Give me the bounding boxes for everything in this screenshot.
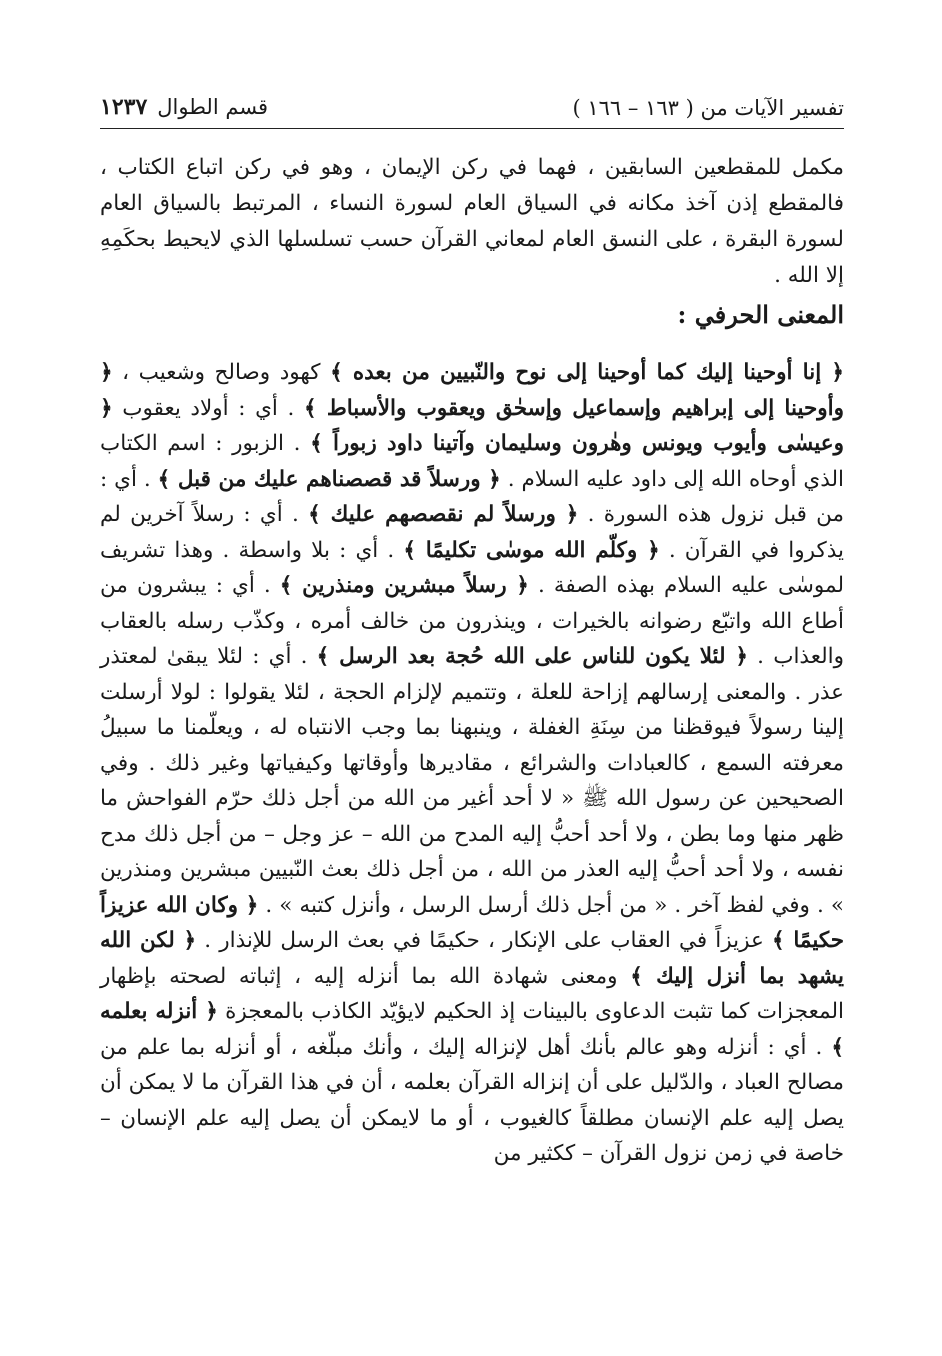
commentary-text: . أي : يبشرون من أطاع الله واتبّع رضوانه بالخيرات ، وينذرون من خالف أمره ، وكذّب رسله بالعقاب والعذاب . (100, 573, 844, 669)
page-number: ١٢٣٧ (100, 94, 148, 120)
verse-quote: ﴿ وعيسٰى وأيوب ويونس وهٰرون وسليمان وآتينا داود زبوراً ﴾ (100, 395, 844, 456)
verse-quote: ﴿ إنا أوحينا إليك كما أوحينا إلى نوح والنّبيين من بعده ﴾ (330, 360, 844, 385)
verse-quote: ﴿ وكان الله عزيزاً حكيمًا ﴾ (100, 892, 844, 953)
verse-quote: ﴿ وأوحينا إلى إبراهيم وإسماعيل وإسحٰق ويعقوب والأسباط ﴾ (100, 360, 844, 421)
commentary-text: . أي : أنزله وهو عالم بأنك أهل لإنزاله إليك ، وأنك مبلّغه ، أو أنزله بما علم من مصالح العباد ، والدّليل على أن إنزاله القرآن بعلمه ، أن في هذا القرآن ما لا يمكن أن يصل إليه علم الإنسان مطلقاً كالغيوب ، أو ما لايمكن أن يصل إليه علم الإنسان – خاصة في زمن نزول القرآن – ككثير من (100, 1034, 844, 1166)
running-header (100, 86, 844, 120)
verse-quote: ﴿ وكلّم الله موسٰى تكليمًا ﴾ (403, 537, 660, 563)
section-heading: المعنى الحرفي : (677, 300, 844, 329)
commentary-text: عزيزاً في العقاب على الإنكار ، حكيمًا في بعث الرسل للإنذار . (196, 928, 772, 953)
commentary-text: . أي : من قبل نزول هذه السورة . (100, 466, 845, 527)
intro-text: مكمل للمقطعين السابقين ، فهما في ركن الإيمان ، وهو في ركن اتباع الكتاب ، فالمقطع إذن آخذ مكانه في السياق العام لسورة النساء ، المرتبط بالسياق العام لسورة البقرة ، على النسق العام لمعاني القرآن حسب تسلسلها الذي لايحيط بحكَمِهِ إلا الله . (100, 155, 844, 288)
header-meta (100, 94, 268, 120)
verse-quote: ﴿ لئلا يكون للناس على الله حُجة بعد الرسل ﴾ (316, 644, 748, 669)
verse-quote: ﴿ ورسلاً لم نقصصهم عليك ﴾ (308, 502, 579, 527)
commentary-text: . أي : رسلاً آخرين لم يذكروا في القرآن . (100, 502, 844, 563)
verse-quote: ﴿ ورسلاً قد قصصناهم عليك من قبل ﴾ (157, 466, 501, 492)
commentary-body (100, 355, 844, 1172)
verse-quote: ﴿ لكن الله يشهد بما أنزل إليك ﴾ (100, 928, 844, 989)
commentary-text: ومعنى شهادة الله بما أنزله إليه ، إثباته لصحته بإظهار المعجزات كما تثبت الدعاوى بالبينات إذ الحكيم لايؤيّد الكاذب بالمعجزة (100, 963, 844, 1024)
commentary-text: كهود وصالح وشعيب ، (112, 360, 331, 385)
intro-paragraph (100, 150, 844, 294)
section-name: قسم الطوال (157, 95, 269, 119)
commentary-text: . أي : لئلا يبقىٰ لمعتذر عذر . والمعنى إرسالهم إزاحة للعلة ، وتتميم لإلزام الحجة ، لئلا يقولوا : لولا أرسلت إلينا رسولاً فيوقظنا من سِنَةِ الغفلة ، وينبهنا بما وجب الانتباه له ، ويعلّمنا ما سبيلُ معرفته السمع ، كالعبادات والشرائع ، مقاديرها وأوقاتها وكيفياتها وغير ذلك . وفي الصحيحين عن رسول الله ﷺ « لا أحد أغير من الله من أجل ذلك حرّم الفواحش ما ظهر منها وما بطن ، ولا أحد أحبُّ إليه المدح من الله – عز وجل – من أجل ذلك مدح نفسه ، ولا أحد أحبُّ إليه العذر من الله ، من أجل ذلك بعث النّبيين مبشرين ومنذرين » . وفي لفظ آخر . « من أجل ذلك أرسل الرسل ، وأنزل كتبه » . (100, 644, 844, 918)
commentary-text: . الزبور : اسم الكتاب الذي أوحاه الله إلى داود عليه السلام . (100, 431, 845, 492)
commentary-text: . أي : بلا واسطة . وهذا تشريف لموسٰى عليه السلام بهذه الصفة . (100, 537, 844, 598)
header-divider (100, 128, 844, 129)
chapter-title: تفسير الآيات من ( ١٦٣ – ١٦٦ ) (572, 96, 844, 120)
verse-quote: ﴿ أنزله بعلمه ﴾ (100, 999, 844, 1060)
commentary-text: . أي : أولاد يعقوب (112, 395, 304, 421)
commentary-paragraph (100, 355, 844, 1172)
verse-quote: ﴿ رسلاً مبشرين ومنذرين ﴾ (279, 573, 529, 598)
